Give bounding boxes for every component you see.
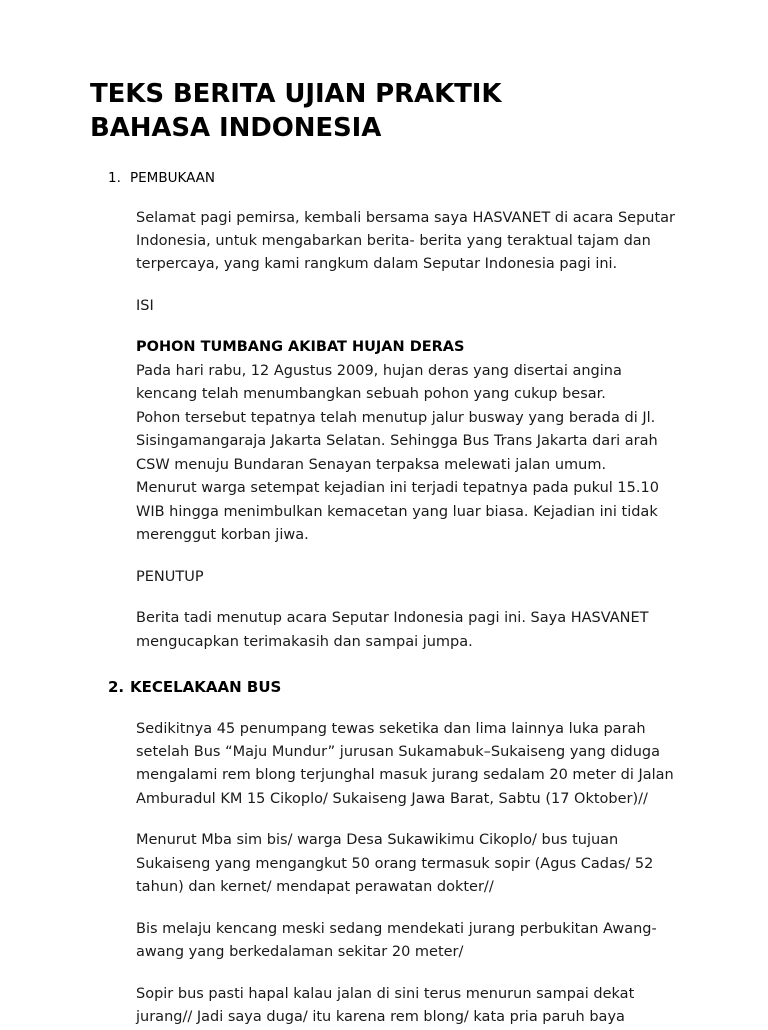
section-2-heading-row [90, 676, 678, 699]
section-1-body [136, 207, 678, 655]
closing-paragraph: Berita tadi menutup acara Seputar Indonesia pagi ini. Saya HASVANET mengucapkan terimakasih dan sampai jumpa. [136, 610, 649, 650]
section-2-number: 2. [108, 678, 125, 697]
news-paragraph-1: Pada hari rabu, 12 Agustus 2009, hujan deras yang disertai angina kencang telah menumbangkan sebuah pohon yang cukup besar. [136, 362, 622, 403]
section-2-body [136, 718, 678, 1030]
section-2-paragraph-2: Menurut Mba sim bis/ warga Desa Sukawikimu Cikoplo/ bus tujuan Sukaiseng yang mengangkut 50 orang termasuk sopir (Agus Cadas/ 52 tahun) dan kernet/ mendapat perawatan dokter// [136, 832, 654, 896]
page-title: TEKS BERITA UJIAN PRAKTIK BAHASA INDONESIA [90, 79, 502, 143]
isi-label: ISI [136, 297, 154, 314]
news-paragraph-2: Pohon tersebut tepatnya telah menutup jalur busway yang berada di Jl. Sisingamangaraja Jakarta Selatan. Sehingga Bus Trans Jakarta dari arah CSW menuju Bundaran Senayan terpaksa melewati jalan umum. [136, 409, 658, 473]
section-2-paragraph-1: Sedikitnya 45 penumpang tewas seketika dan lima lainnya luka parah setelah Bus “Maju Mundur” jurusan Sukamabuk–Sukaiseng yang diduga mengalami rem blong terjunghal masuk jurang sedalam 20 meter di Jalan Amburadul KM 15 Cikoplo/ Sukaiseng Jawa Barat, Sabtu (17 Oktober)// [136, 720, 674, 807]
section-2-paragraph-4: Sopir bus pasti hapal kalau jalan di sini terus menurun sampai dekat jurang// Jadi saya duga/ itu karena rem blong/ kata pria paruh baya [136, 985, 635, 1026]
section-1-label: PEMBUKAAN [130, 169, 216, 186]
section-1-heading-row [90, 168, 678, 189]
news-paragraph-3: Menurut warga setempat kejadian ini terjadi tepatnya pada pukul 15.10 WIB hingga menimbulkan kemacetan yang luar biasa. Kejadian ini tidak merenggut korban jiwa. [136, 480, 659, 544]
section-1-number: 1. [108, 169, 121, 186]
closing-label: PENUTUP [136, 568, 204, 585]
section-2-label: KECELAKAAN BUS [130, 678, 282, 697]
opening-paragraph: Selamat pagi pemirsa, kembali bersama saya HASVANET di acara Seputar Indonesia, untuk mengabarkan berita- berita yang teraktual tajam dan terpercaya, yang kami rangkum dalam Seputar Indonesia pagi ini. [136, 209, 676, 273]
news-heading: POHON TUMBANG AKIBAT HUJAN DERAS [136, 339, 465, 356]
section-2-paragraph-3: Bis melaju kencang meski sedang mendekati jurang perbukitan Awang-awang yang berkedalaman sekitar 20 meter/ [136, 920, 657, 961]
